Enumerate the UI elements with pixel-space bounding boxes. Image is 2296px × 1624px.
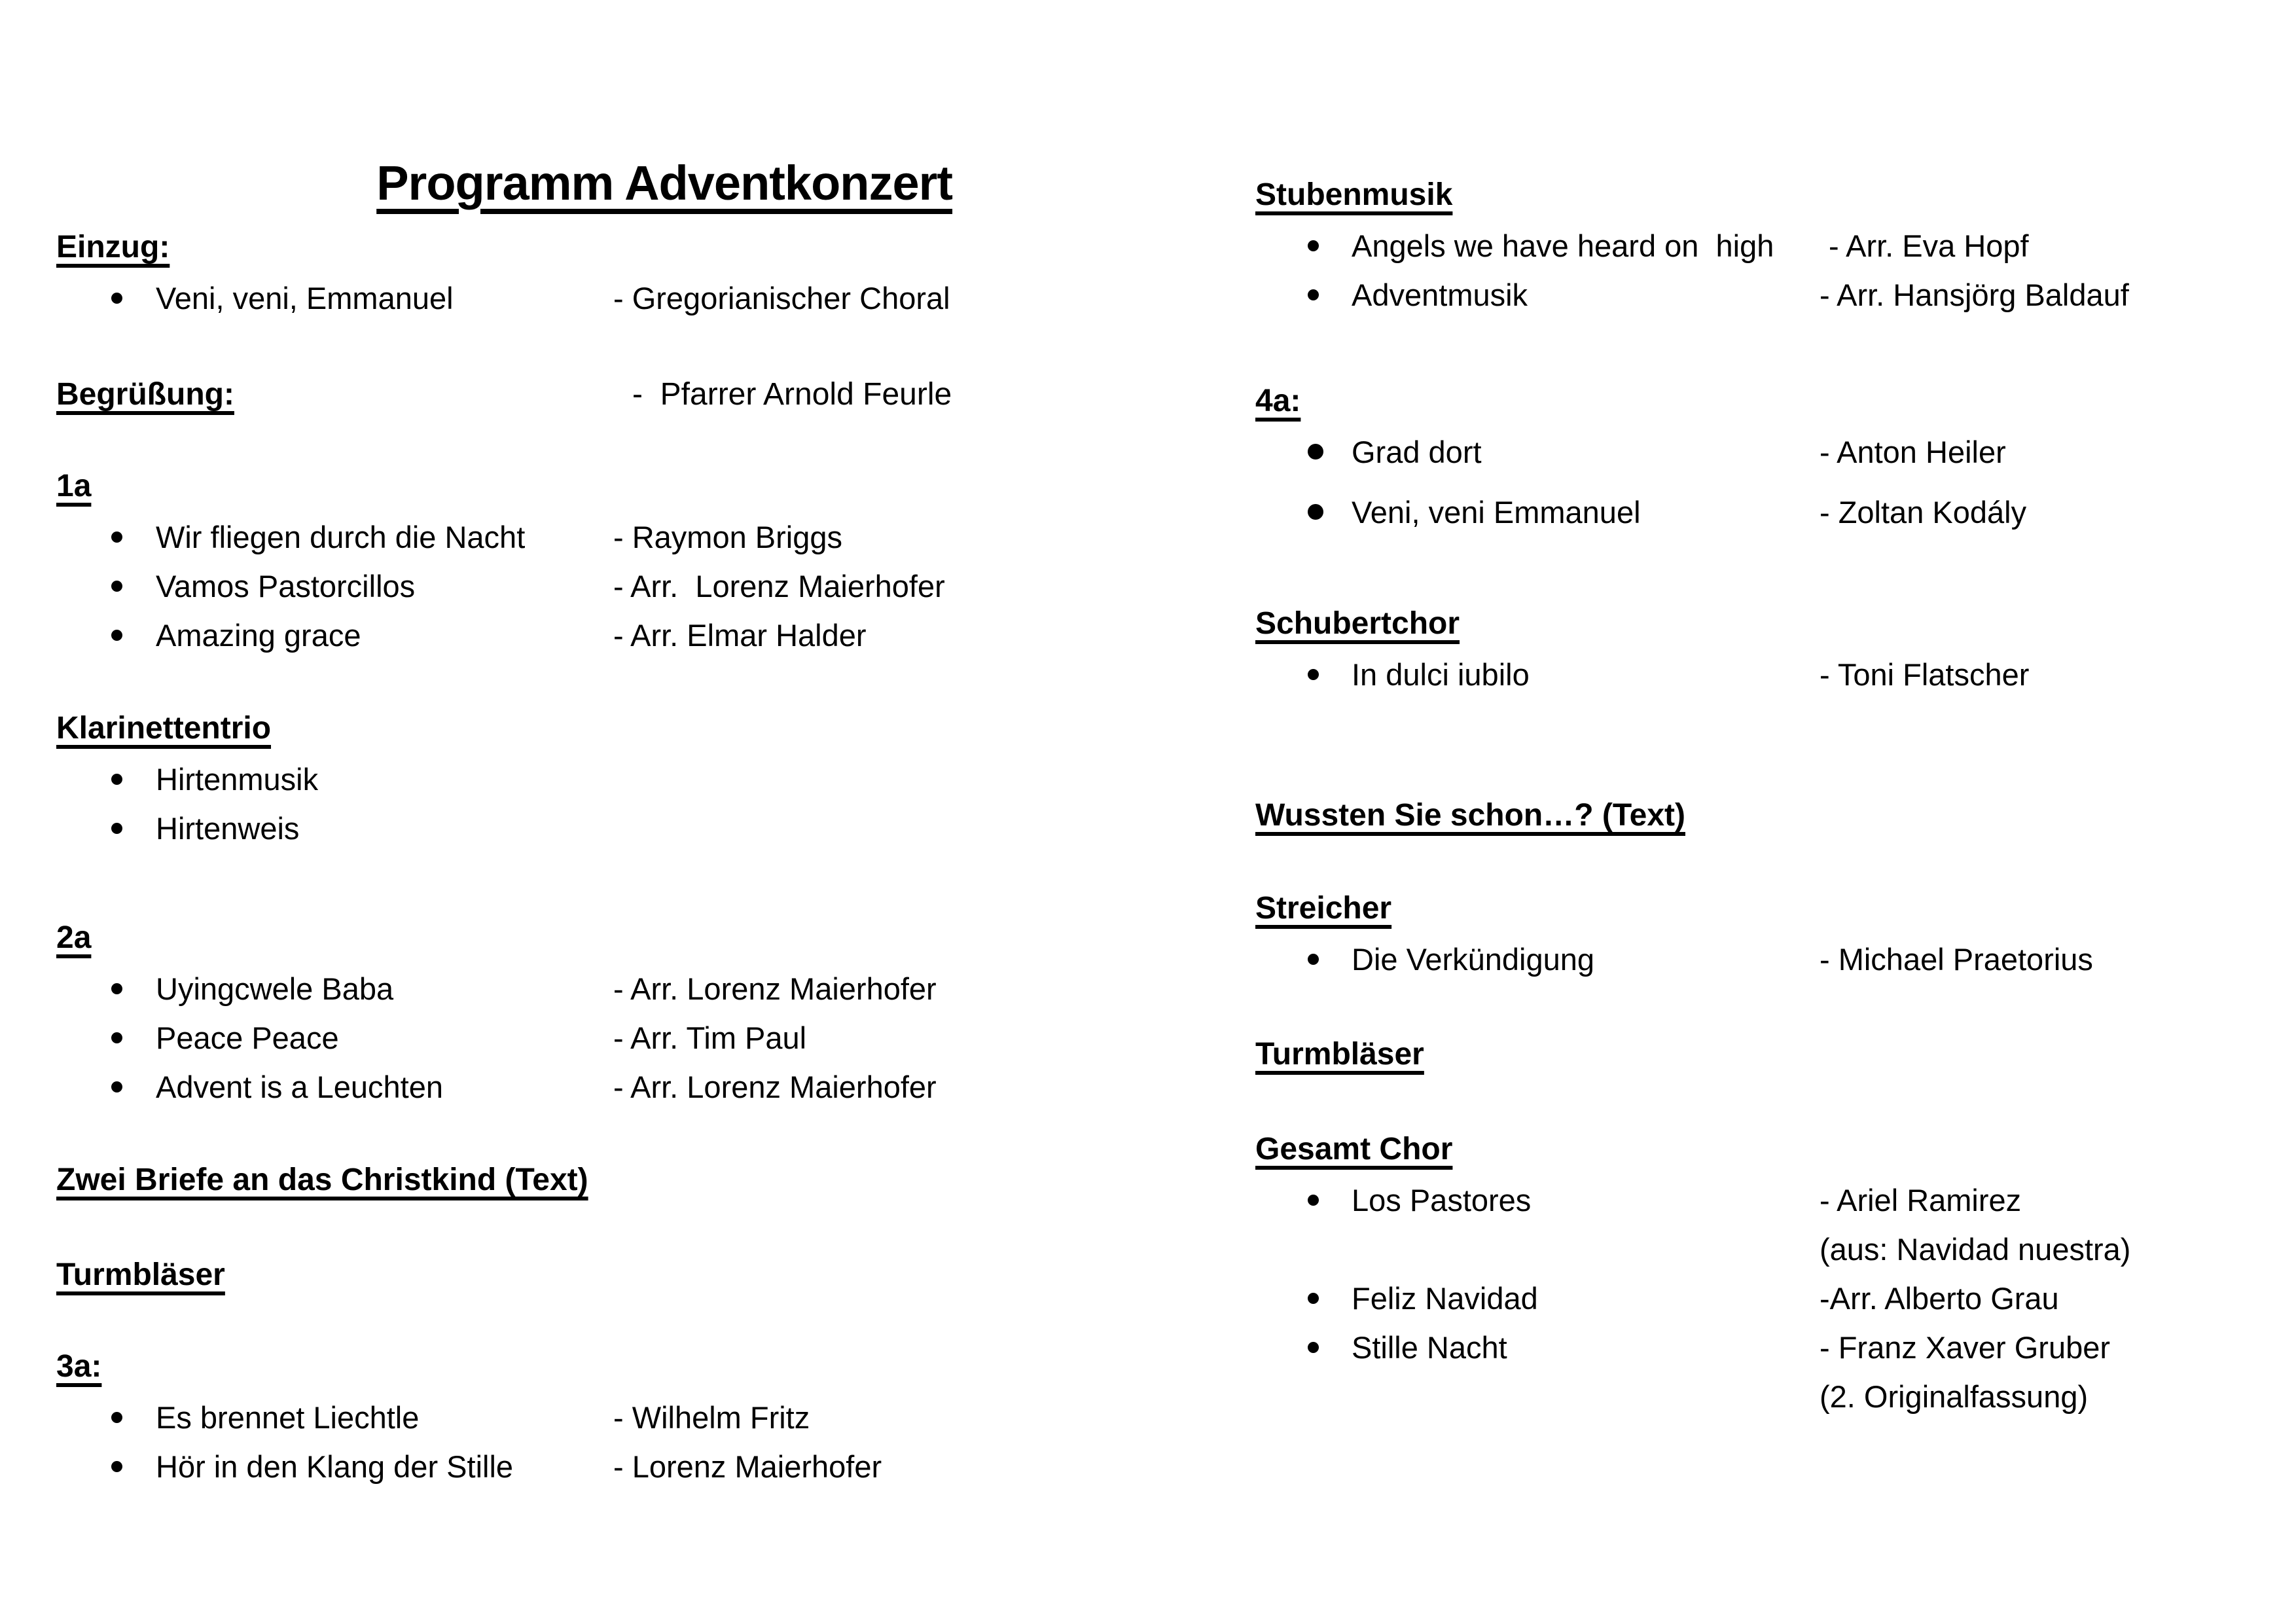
credit-text: - Arr. Lorenz Maierhofer bbox=[613, 1070, 937, 1104]
bullet-icon bbox=[1308, 1293, 1319, 1304]
section-heading bbox=[1255, 1036, 2276, 1073]
song-title: Hör in den Klang der Stille bbox=[156, 1449, 514, 1484]
bullet-icon bbox=[111, 293, 122, 304]
section-heading bbox=[56, 920, 1169, 956]
bullet-icon bbox=[111, 1081, 122, 1092]
section-heading-text: Einzug: bbox=[56, 230, 170, 264]
section-heading-text: Gesamt Chor bbox=[1255, 1132, 1453, 1166]
song-title: Los Pastores bbox=[1352, 1183, 1532, 1218]
document-title-text: Programm Adventkonzert bbox=[376, 156, 953, 210]
program-item-row bbox=[1255, 658, 2276, 692]
section-heading bbox=[56, 710, 1169, 747]
bullet-icon bbox=[1308, 669, 1319, 680]
song-title: Peace Peace bbox=[156, 1020, 339, 1055]
credit-text: - Ariel Ramirez bbox=[1820, 1183, 2022, 1218]
bullet-icon bbox=[1308, 504, 1323, 520]
credit-text: - Arr. Elmar Halder bbox=[613, 618, 867, 653]
song-title: Veni, veni, Emmanuel bbox=[156, 281, 454, 316]
section-heading-text: Turmbläser bbox=[56, 1257, 225, 1292]
section bbox=[56, 1348, 1169, 1499]
credit-text: - Arr. Eva Hopf bbox=[1829, 228, 2029, 263]
program-item-row bbox=[1255, 1331, 2276, 1365]
section-heading bbox=[56, 1348, 1169, 1385]
section bbox=[56, 1162, 1169, 1214]
section-heading-text: Zwei Briefe an das Christkind (Text) bbox=[56, 1163, 588, 1197]
section-heading-text: Wussten Sie schon…? (Text) bbox=[1255, 798, 1685, 833]
song-title: Es brennet Liechtle bbox=[156, 1400, 420, 1435]
song-title: Uyingcwele Baba bbox=[156, 971, 394, 1006]
section-heading bbox=[56, 1257, 1169, 1293]
section-heading-text: 1a bbox=[56, 469, 92, 503]
bullet-icon bbox=[111, 581, 122, 592]
bullet-icon bbox=[1308, 1342, 1319, 1353]
section-heading bbox=[1255, 177, 2276, 213]
section-heading-text: Schubertchor bbox=[1255, 606, 1460, 641]
credit-text: - Michael Praetorius bbox=[1820, 942, 2093, 977]
bullet-icon bbox=[1308, 954, 1319, 965]
section bbox=[1255, 890, 2276, 992]
bullet-icon bbox=[111, 630, 122, 641]
section bbox=[1255, 177, 2276, 327]
credit-text: (aus: Navidad nuestra) bbox=[1820, 1232, 2131, 1267]
credit-text: - Gregorianischer Choral bbox=[613, 281, 950, 316]
section bbox=[1255, 605, 2276, 707]
credit-text: - Franz Xaver Gruber bbox=[1820, 1330, 2111, 1365]
section-heading-text: 2a bbox=[56, 920, 92, 955]
section bbox=[56, 229, 1169, 331]
section bbox=[56, 1257, 1169, 1309]
bullet-icon bbox=[111, 1032, 122, 1043]
section-heading-text: Begrüßung: bbox=[56, 377, 234, 412]
bullet-icon bbox=[111, 774, 122, 785]
program-item-row bbox=[1255, 229, 2276, 263]
program-item-row bbox=[56, 1021, 1169, 1055]
program-item-row bbox=[56, 281, 1169, 316]
section bbox=[56, 920, 1169, 1119]
program-item-row bbox=[56, 812, 1169, 846]
bullet-icon bbox=[111, 983, 122, 994]
section bbox=[56, 710, 1169, 861]
song-title: Feliz Navidad bbox=[1352, 1281, 1538, 1316]
song-title: Advent is a Leuchten bbox=[156, 1070, 443, 1104]
program-item-row bbox=[1255, 1183, 2276, 1218]
section bbox=[56, 468, 1169, 668]
heading-credit: - Pfarrer Arnold Feurle bbox=[632, 377, 952, 412]
song-title: In dulci iubilo bbox=[1352, 657, 1530, 692]
credit-text: - Arr. Lorenz Maierhofer bbox=[613, 569, 945, 604]
bullet-icon bbox=[111, 823, 122, 834]
section-heading bbox=[1255, 605, 2276, 642]
section-heading-text: Klarinettentrio bbox=[56, 711, 272, 746]
song-title: Wir fliegen durch die Nacht bbox=[156, 520, 526, 554]
bullet-icon bbox=[1308, 444, 1323, 460]
song-title: Veni, veni Emmanuel bbox=[1352, 495, 1641, 530]
program-item-row bbox=[56, 619, 1169, 653]
bullet-icon bbox=[1308, 289, 1319, 300]
section-heading bbox=[56, 1162, 1169, 1199]
section-heading-text: Streicher bbox=[1255, 891, 1392, 926]
credit-text: -Arr. Alberto Grau bbox=[1820, 1281, 2059, 1316]
section-heading bbox=[56, 468, 1169, 505]
credit-text: (2. Originalfassung) bbox=[1820, 1379, 2089, 1414]
program-item-row bbox=[56, 1450, 1169, 1484]
section bbox=[56, 376, 1169, 429]
section-heading-text: Turmbläser bbox=[1255, 1037, 1424, 1072]
song-title: Grad dort bbox=[1352, 435, 1482, 469]
program-item-row bbox=[1255, 496, 2276, 530]
program-item-row bbox=[56, 520, 1169, 554]
song-title: Die Verkündigung bbox=[1352, 942, 1595, 977]
section bbox=[1255, 383, 2276, 556]
section-heading-text: 4a: bbox=[1255, 384, 1301, 418]
program-item-row bbox=[56, 569, 1169, 604]
section-heading bbox=[56, 229, 1169, 266]
credit-text: - Arr. Lorenz Maierhofer bbox=[613, 971, 937, 1006]
bullet-icon bbox=[111, 1461, 122, 1472]
song-title: Amazing grace bbox=[156, 618, 361, 653]
bullet-icon bbox=[1308, 240, 1319, 251]
credit-text: - Lorenz Maierhofer bbox=[613, 1449, 882, 1484]
section-heading bbox=[1255, 890, 2276, 927]
section bbox=[1255, 1131, 2276, 1429]
song-title: Stille Nacht bbox=[1352, 1330, 1507, 1365]
program-item-row bbox=[1255, 943, 2276, 977]
song-title: Hirtenmusik bbox=[156, 762, 319, 797]
credit-text: - Toni Flatscher bbox=[1820, 657, 2030, 692]
program-item-row bbox=[56, 972, 1169, 1006]
program-item-row bbox=[1255, 1380, 2276, 1414]
song-title: Adventmusik bbox=[1352, 278, 1528, 312]
program-item-row bbox=[1255, 1233, 2276, 1267]
section-heading bbox=[1255, 1131, 2276, 1168]
section-heading bbox=[1255, 383, 2276, 420]
program-item-row bbox=[1255, 1282, 2276, 1316]
program-item-row bbox=[56, 763, 1169, 797]
song-title: Angels we have heard on high bbox=[1352, 228, 1774, 263]
credit-text: - Zoltan Kodály bbox=[1820, 495, 2027, 530]
section-heading-text: Stubenmusik bbox=[1255, 177, 1453, 212]
credit-text: - Arr. Tim Paul bbox=[613, 1020, 807, 1055]
program-item-row bbox=[56, 1401, 1169, 1435]
section-heading-text: 3a: bbox=[56, 1349, 102, 1384]
credit-text: - Anton Heiler bbox=[1820, 435, 2006, 469]
program-item-row bbox=[1255, 278, 2276, 312]
section bbox=[1255, 1036, 2276, 1089]
credit-text: - Raymon Briggs bbox=[613, 520, 842, 554]
credit-text: - Wilhelm Fritz bbox=[613, 1400, 810, 1435]
program-item-row bbox=[1255, 435, 2276, 469]
program-item-row bbox=[56, 1070, 1169, 1104]
credit-text: - Arr. Hansjörg Baldauf bbox=[1820, 278, 2129, 312]
bullet-icon bbox=[111, 1412, 122, 1423]
section-heading bbox=[56, 376, 1169, 413]
song-title: Hirtenweis bbox=[156, 811, 300, 846]
section-heading bbox=[1255, 797, 2276, 834]
song-title: Vamos Pastorcillos bbox=[156, 569, 416, 604]
bullet-icon bbox=[111, 532, 122, 543]
bullet-icon bbox=[1308, 1195, 1319, 1206]
section bbox=[1255, 797, 2276, 850]
